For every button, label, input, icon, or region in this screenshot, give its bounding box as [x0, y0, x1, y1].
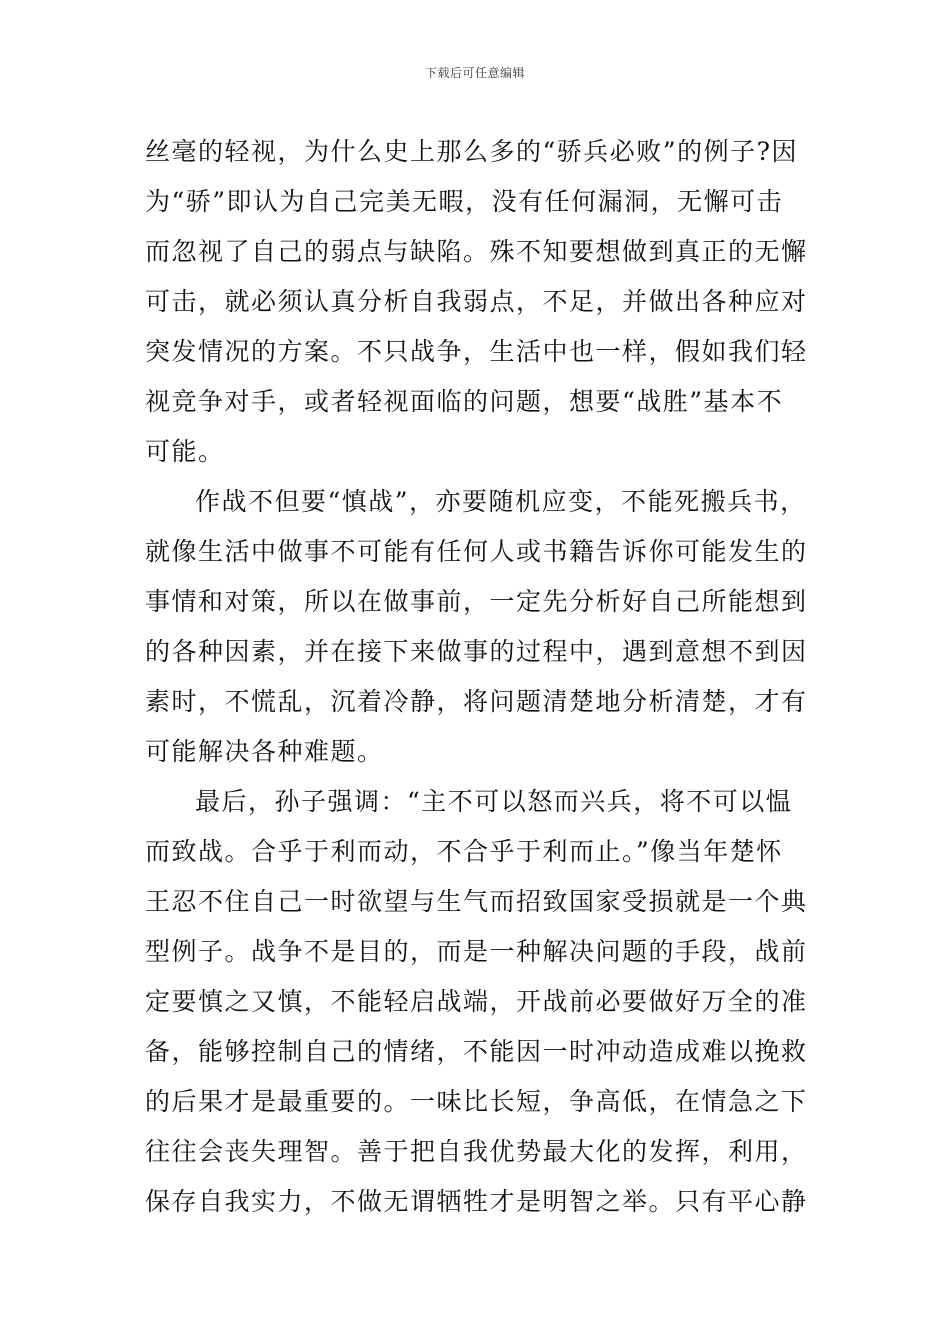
text-line: 而忽视了自己的弱点与缺陷。殊不知要想做到真正的无懈 — [145, 237, 808, 266]
text-line: 作战不但要“慎战”，亦要随机应变，不能死搬兵书， — [195, 487, 807, 516]
text-line: 可能解决各种难题。 — [145, 737, 384, 766]
text-line: 可能。 — [145, 437, 225, 466]
page-header: 下载后可任意编辑 — [424, 66, 525, 80]
text-line: 王忍不住自己一时欲望与生气而招致国家受损就是一个典 — [145, 887, 808, 916]
text-line: 丝毫的轻视，为什么史上那么多的“骄兵必败”的例子?因 — [145, 137, 798, 166]
text-line: 素时，不慌乱，沉着冷静，将问题清楚地分析清楚，才有 — [145, 687, 808, 716]
body-text — [145, 127, 817, 1227]
text-line: 的后果才是最重要的。一味比长短，争高低，在情急之下 — [145, 1087, 808, 1116]
text-line: 最后，孙子强调：“主不可以怒而兴兵，将不可以愠 — [195, 787, 793, 816]
text-line: 视竞争对手，或者轻视面临的问题，想要“战胜”基本不 — [145, 387, 784, 416]
text-line: 为“骄”即认为自己完美无暇，没有任何漏洞，无懈可击 — [145, 187, 784, 216]
text-line: 定要慎之又慎，不能轻启战端，开战前必要做好万全的准 — [145, 987, 808, 1016]
text-line: 型例子。战争不是目的，而是一种解决问题的手段，战前 — [145, 937, 808, 966]
text-line: 突发情况的方案。不只战争，生活中也一样，假如我们轻 — [145, 337, 808, 366]
text-line: 的各种因素，并在接下来做事的过程中，遇到意想不到因 — [145, 637, 808, 666]
text-line: 往往会丧失理智。善于把自我优势最大化的发挥，利用， — [145, 1137, 808, 1166]
text-line: 保存自我实力，不做无谓牺牲才是明智之举。只有平心静 — [145, 1187, 808, 1216]
text-line: 就像生活中做事不可能有任何人或书籍告诉你可能发生的 — [145, 537, 808, 566]
text-line: 事情和对策，所以在做事前，一定先分析好自己所能想到 — [145, 587, 808, 616]
text-line: 备，能够控制自己的情绪，不能因一时冲动造成难以挽救 — [145, 1037, 808, 1066]
text-line: 而致战。合乎于利而动，不合乎于利而止。”像当年楚怀 — [145, 837, 783, 866]
text-line: 可击，就必须认真分析自我弱点，不足，并做出各种应对 — [145, 287, 808, 316]
